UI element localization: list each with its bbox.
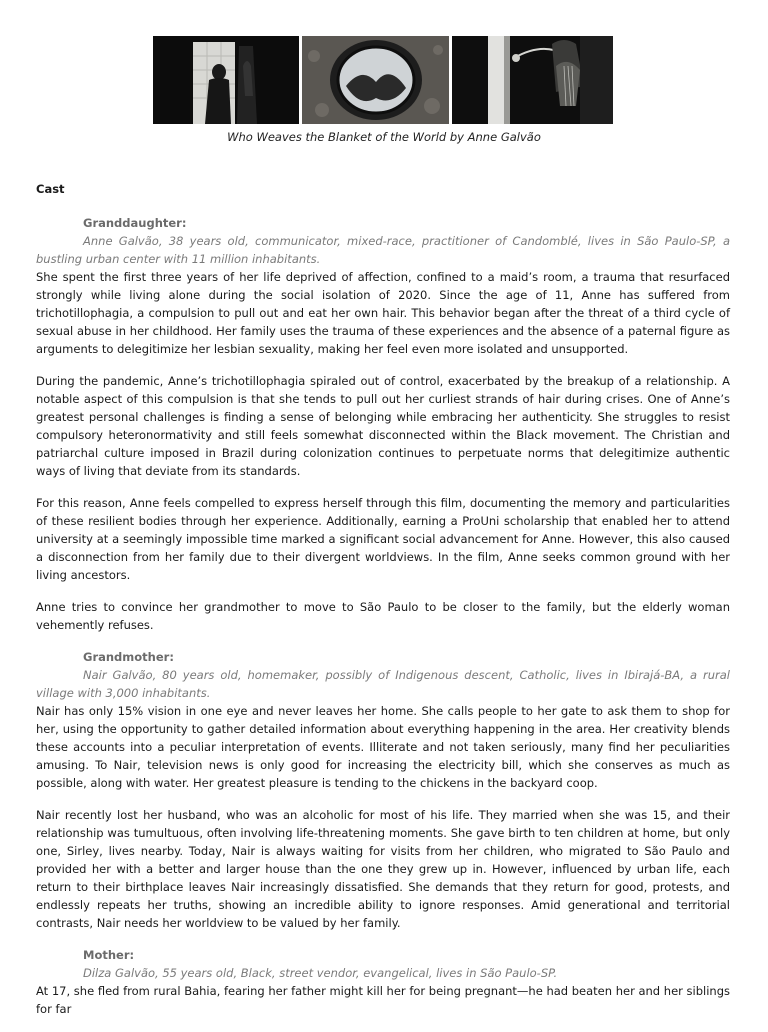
body-paragraph: For this reason, Anne feels compelled to express herself through this film, documenting the memory and particularities of these resilient bodies through her experience. Additionally, earning a ProUni scholarship that enabled her to attend university at a seemingly impossible time marked a significant social advancement for Anne. However, this also caused a disconnection from her family due to their divergent worldviews. In the film, Anne seeks common ground with her living ancestors. [36,496,730,582]
role-heading-granddaughter: Granddaughter: [83,216,187,230]
photo-strip [153,36,613,124]
bucket-reflection-photo [302,36,449,124]
body-paragraph: Anne tries to convince her grandmother to move to São Paulo to be closer to the family, but the elderly woman vehemently refuses. [36,600,730,632]
role-heading-grandmother: Grandmother: [83,650,174,664]
doorway-silhouette-photo [153,36,299,124]
body-paragraph: At 17, she fled from rural Bahia, fearing her father might kill her for being pregnant—he had beaten her and her siblings for far [36,984,730,1016]
body-paragraph: Nair has only 15% vision in one eye and never leaves her home. She calls people to her gate to ask them to shop for her, using the opportunity to gather detailed information about everything happening in the area. Her creativity blends these accounts into a peculiar interpretation of events. Illiterate and not taken seriously, many find her peculiarities amusing. To Nair, television news is only good for increasing the electricity bill, which she conserves as much as possible, along with water. Her greatest pleasure is tending to the chickens in the backyard coop. [36,704,730,790]
section-title: Cast [36,182,65,196]
body-paragraph: She spent the first three years of her life deprived of affection, confined to a maid’s room, a trauma that resurfaced strongly while living alone during the social isolation of 2020. Since the age of 11, Anne has suffered from trichotillophagia, a compulsion to pull out and eat her own hair. This behavior began after the threat of a third cycle of sexual abuse in her childhood. Her family uses the trauma of these experiences and the absence of a paternal figure as arguments to delegitimize her lesbian sexuality, making her feel even more isolated and unsupported. [36,270,730,356]
body-paragraph: Nair recently lost her husband, who was an alcoholic for most of his life. They married when she was 15, and their relationship was tumultuous, often involving life-threatening moments. She gave birth to ten children at home, but only one, Sirley, lives nearby. Today, Nair is always waiting for visits from her children, who migrated to São Paulo and provided her with a better and larger house than the one they grew up in. However, influenced by urban life, each return to their birthplace leaves Nair increasingly dissatisfied. She demands that they return for good, protests, and endlessly repeats her truths, showing an incredible ability to ignore responses. Amid generational and territorial contrasts, Nair needs her worldview to be valued by her family. [36,808,730,930]
body-paragraph: During the pandemic, Anne’s trichotillophagia spiraled out of control, exacerbated by the breakup of a relationship. A notable aspect of this compulsion is that she tends to pull out her curliest strands of hair during crises. One of Anne’s greatest personal challenges is finding a sense of belonging while embracing her authenticity. She struggles to resist compulsory heteronormativity and still feels somewhat disconnected within the Black movement. The Christian and patriarchal culture imposed in Brazil during colonization continues to perpetuate norms that delegitimize authentic ways of living that deviate from its standards. [36,374,730,478]
role-description-granddaughter: Anne Galvão, 38 years old, communicator, mixed-race, practitioner of Candomblé, lives in São Paulo-SP, a bustling urban center with 11 million inhabitants. [36,234,730,266]
photo-caption: Who Weaves the Blanket of the World by Anne Galvão [227,130,541,144]
role-description-mother: Dilza Galvão, 55 years old, Black, street vendor, evangelical, lives in São Paulo-SP. [83,966,558,980]
weaving-hands-photo [452,36,613,124]
role-heading-mother: Mother: [83,948,135,962]
role-description-grandmother: Nair Galvão, 80 years old, homemaker, possibly of Indigenous descent, Catholic, lives in Ibirajá-BA, a rural village with 3,000 inhabitants. [36,668,730,700]
cast-section [36,180,730,1032]
